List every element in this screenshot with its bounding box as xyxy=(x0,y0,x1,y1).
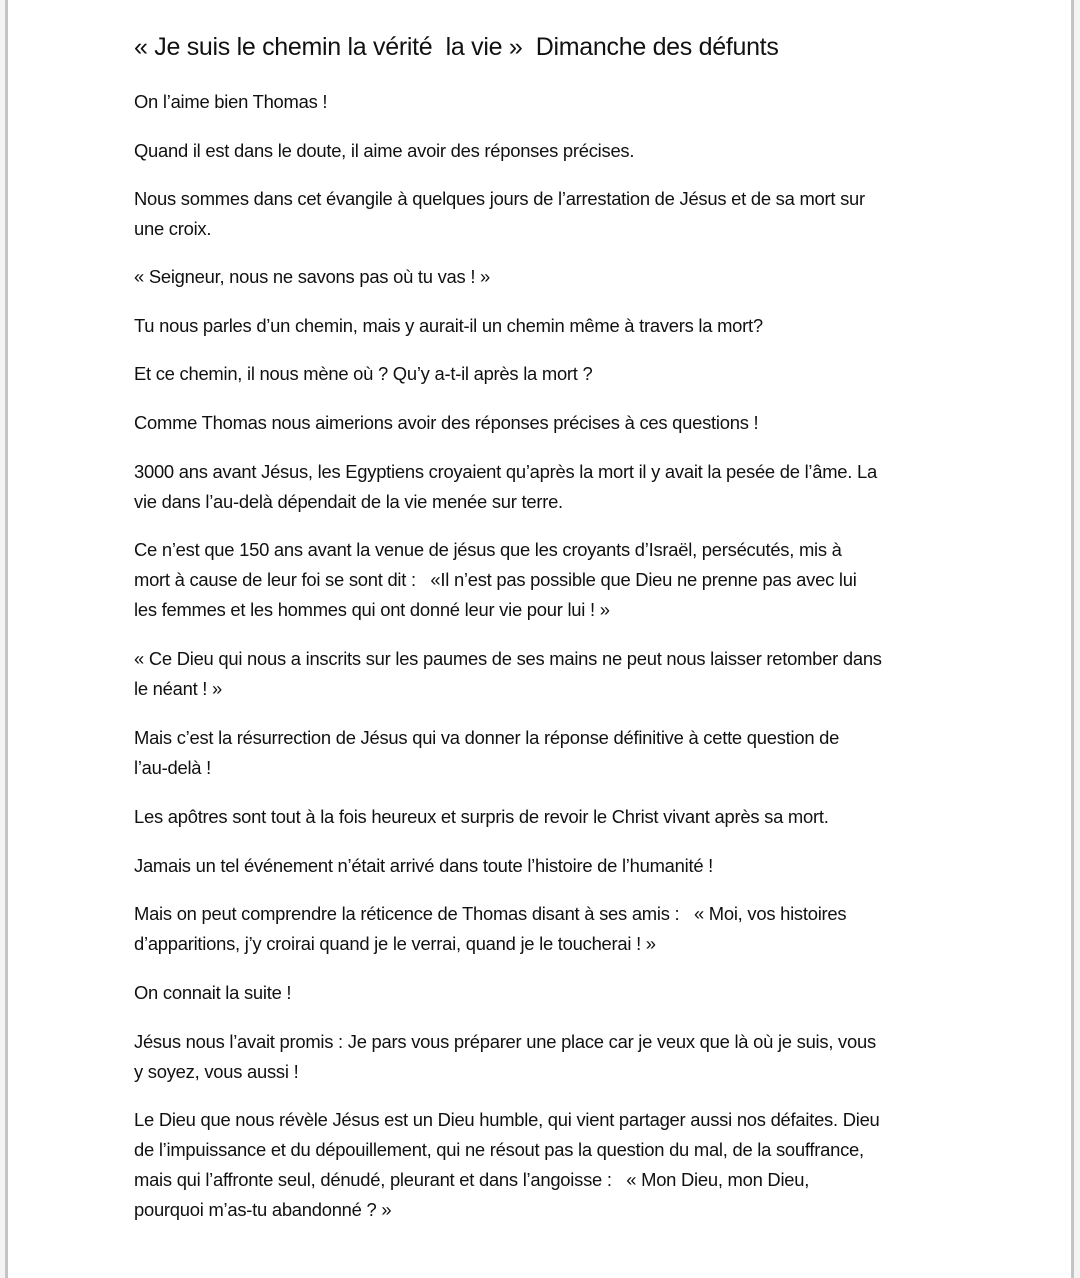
paragraph: Tu nous parles d’un chemin, mais y aurait-il un chemin même à travers la mort? xyxy=(134,315,763,336)
paragraph: « Seigneur, nous ne savons pas où tu vas ! » xyxy=(134,266,491,287)
paragraph: Quand il est dans le doute, il aime avoir des réponses précises. xyxy=(134,140,635,161)
paragraph: Les apôtres sont tout à la fois heureux et surpris de revoir le Christ vivant après sa mort. xyxy=(134,806,829,827)
document-page xyxy=(5,0,1074,1278)
document-title: « Je suis le chemin la vérité la vie » Dimanche des défunts xyxy=(134,33,779,61)
paragraph: Jamais un tel événement n’était arrivé dans toute l’histoire de l’humanité ! xyxy=(134,855,714,876)
paragraph: Ce n’est que 150 ans avant la venue de jésus que les croyants d’Israël, persécutés, mis à mort à cause de leur foi se sont dit : «Il n’est pas possible que Dieu ne prenne pas avec lui les femmes et les hommes qui ont donné leur vie pour lui ! » xyxy=(134,539,857,620)
paragraph: « Ce Dieu qui nous a inscrits sur les paumes de ses mains ne peut nous laisser retomber dans le néant ! » xyxy=(134,648,882,699)
paragraph: Nous sommes dans cet évangile à quelques jours de l’arrestation de Jésus et de sa mort sur une croix. xyxy=(134,188,865,239)
paragraph: Jésus nous l’avait promis : Je pars vous préparer une place car je veux que là où je suis, vous y soyez, vous aussi ! xyxy=(134,1031,876,1082)
paragraph: Mais on peut comprendre la réticence de Thomas disant à ses amis : « Moi, vos histoires d’apparitions, j’y croirai quand je le verrai, quand je le toucherai ! » xyxy=(134,903,847,954)
paragraph: On connait la suite ! xyxy=(134,982,292,1003)
paragraph: On l’aime bien Thomas ! xyxy=(134,91,328,112)
paragraph: Et ce chemin, il nous mène où ? Qu’y a-t-il après la mort ? xyxy=(134,363,593,384)
paragraph: Mais c’est la résurrection de Jésus qui va donner la réponse définitive à cette question de l’au-delà ! xyxy=(134,727,840,778)
paragraph: Comme Thomas nous aimerions avoir des réponses précises à ces questions ! xyxy=(134,412,759,433)
paragraph: Le Dieu que nous révèle Jésus est un Dieu humble, qui vient partager aussi nos défaites. Dieu de l’impuissance et du dépouillement, qui ne résout pas la question du mal, de la souffrance, mais qui l’affronte seul, dénudé, pleurant et dans l’angoisse : « Mon Dieu, mon Dieu, pourquoi m’as-tu abandonné ? » xyxy=(134,1109,880,1220)
paragraph: 3000 ans avant Jésus, les Egyptiens croyaient qu’après la mort il y avait la pesée de l’âme. La vie dans l’au-delà dépendait de la vie menée sur terre. xyxy=(134,461,877,512)
